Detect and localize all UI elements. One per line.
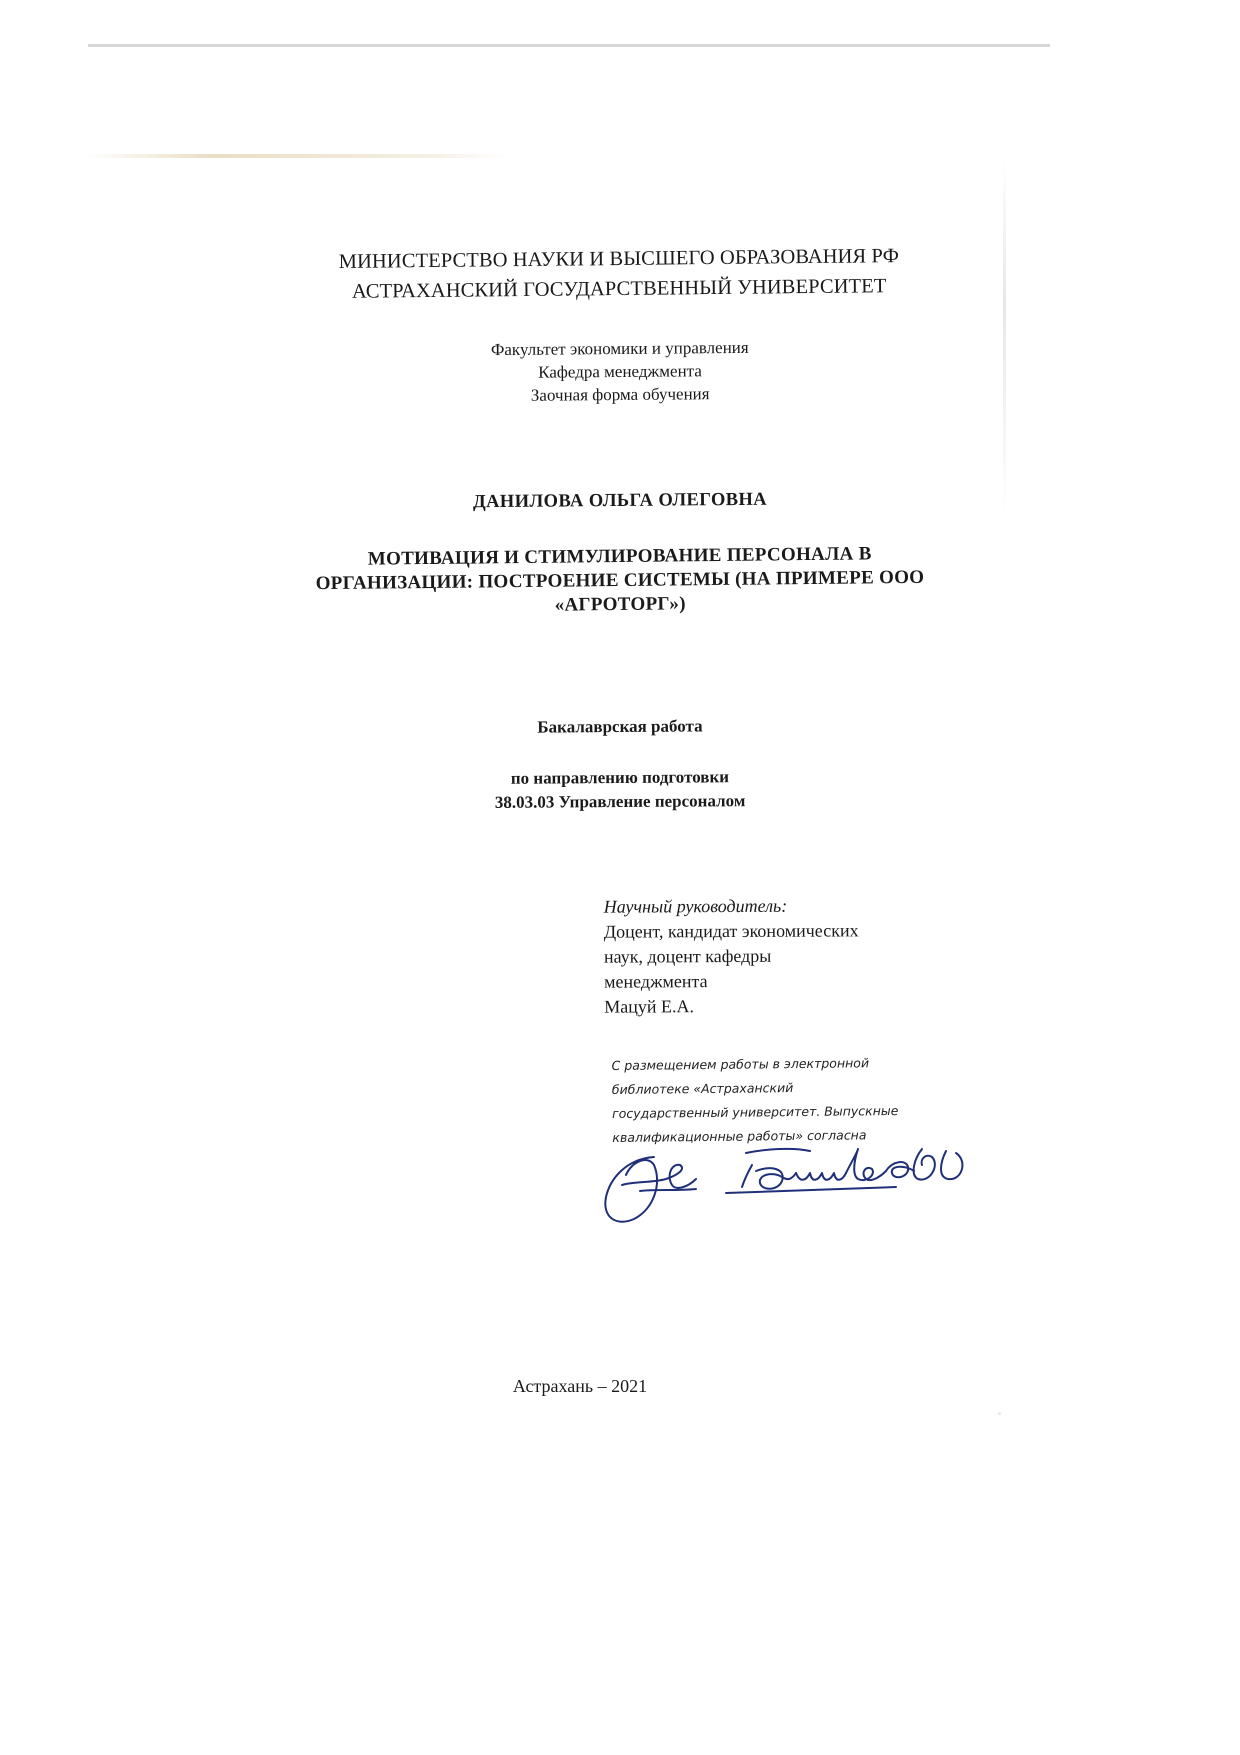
supervisor-name: Мацуй Е.А. xyxy=(604,996,695,1017)
ministry-line: МИНИСТЕРСТВО НАУКИ И ВЫСШЕГО ОБРАЗОВАНИЯ РФ xyxy=(338,245,900,273)
faculty-block xyxy=(0,332,1240,412)
author-name: ДАНИЛОВА ОЛЬГА ОЛЕГОВНА xyxy=(472,489,768,513)
supervisor-position: наук, доцент кафедры xyxy=(603,945,772,967)
title-line: ОРГАНИЗАЦИИ: ПОСТРОЕНИЕ СИСТЕМЫ (НА ПРИМЕРЕ ООО xyxy=(315,566,925,595)
supervisor-block xyxy=(604,893,859,1019)
direction-block xyxy=(0,762,1240,819)
study-form-line: Заочная форма обучения xyxy=(530,384,710,405)
title-line: «АГРОТОРГ») xyxy=(554,593,686,616)
title-line: МОТИВАЦИЯ И СТИМУЛИРОВАНИЕ ПЕРСОНАЛА В xyxy=(367,543,872,570)
department-line: Кафедра менеджмента xyxy=(538,361,702,382)
handwritten-signature xyxy=(596,1135,1016,1230)
consent-line: государственный университет. Выпускные xyxy=(612,1102,899,1121)
city-year: Астрахань – 2021 xyxy=(512,1376,648,1396)
thesis-title xyxy=(0,539,1240,624)
consent-line: квалификационные работы» согласна xyxy=(612,1127,867,1145)
supervisor-position: менеджмента xyxy=(604,971,708,992)
consent-line: библиотеке «Астраханский xyxy=(611,1080,794,1097)
direction-label: по направлению подготовки xyxy=(510,767,730,788)
supervisor-heading: Научный руководитель: xyxy=(603,895,788,917)
faculty-line: Факультет экономики и управления xyxy=(490,337,749,360)
scan-edge-shadow xyxy=(88,154,508,158)
university-line: АСТРАХАНСКИЙ ГОСУДАРСТВЕННЫЙ УНИВЕРСИТЕТ xyxy=(351,275,887,303)
scan-speck xyxy=(998,1412,1001,1415)
ministry-header xyxy=(0,238,1240,311)
direction-code: 38.03.03 Управление персоналом xyxy=(494,791,746,812)
top-divider xyxy=(88,44,1050,47)
consent-line: С размещением работы в электронной xyxy=(611,1055,870,1073)
work-type: Бакалаврская работа xyxy=(537,716,703,737)
supervisor-position: Доцент, кандидат экономических xyxy=(603,920,859,942)
